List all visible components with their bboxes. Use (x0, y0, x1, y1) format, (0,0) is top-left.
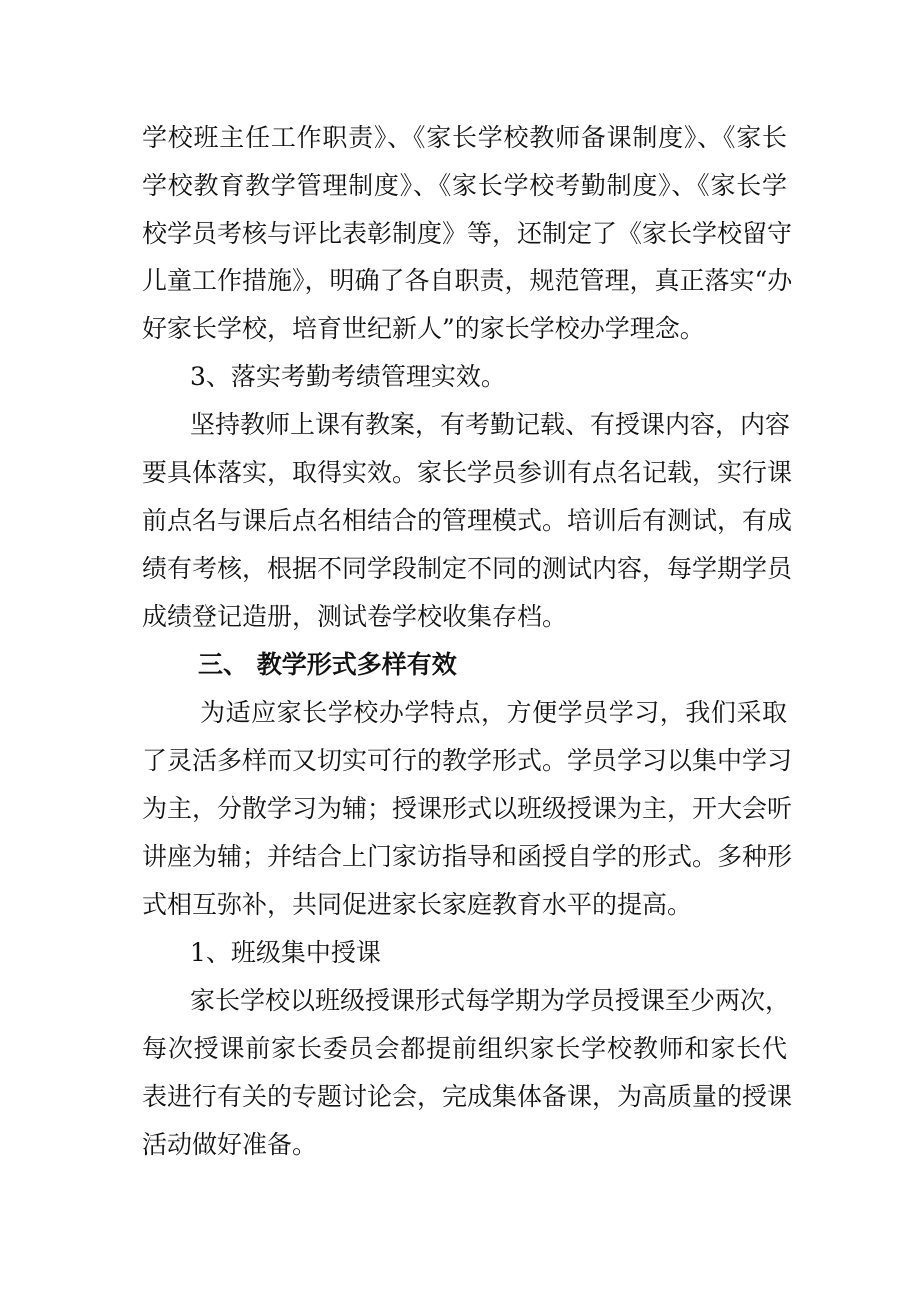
text-line: 为主，分散学习为辅；授课形式以班级授课为主，开大会听 (142, 794, 793, 823)
text-line: 活动做好准备。 (142, 1130, 318, 1159)
text-line: 前点名与课后点名相结合的管理模式。培训后有测试，有成 (142, 506, 793, 535)
text-line: 式相互弥补，共同促进家长家庭教育水平的提高。 (142, 890, 693, 919)
text-line: 每次授课前家长委员会都提前组织家长学校教师和家长代 (142, 1034, 787, 1063)
subheading: 3、落实考勤考绩管理实效。 (190, 362, 506, 391)
text-line: 校学员考核与评比表彰制度》等，还制定了《家长学校留守 (142, 219, 793, 248)
text-line: 表进行有关的专题讨论会，完成集体备课，为高质量的授课 (142, 1082, 793, 1111)
section-heading: 三、 教学形式多样有效 (198, 650, 457, 679)
text-line: 儿童工作措施》，明确了各自职责，规范管理，真正落实“办 (142, 266, 793, 295)
text-line: 成绩登记造册，测试卷学校收集存档。 (142, 602, 568, 631)
text-line: 为适应家长学校办学特点，方便学员学习，我们采取 (200, 698, 787, 727)
text-line: 家长学校以班级授课形式每学期为学员授课至少两次， (190, 986, 791, 1015)
text-line: 讲座为辅；并结合上门家访指导和函授自学的形式。多种形 (142, 842, 793, 871)
text-line: 好家长学校，培育世纪新人”的家长学校办学理念。 (142, 314, 705, 343)
text-line: 学校班主任工作职责》、《家长学校教师备课制度》、《家长 (142, 123, 787, 152)
text-line: 学校教育教学管理制度》、《家长学校考勤制度》、《家长学 (142, 171, 787, 200)
text-line: 要具体落实，取得实效。家长学员参训有点名记载，实行课 (142, 458, 793, 487)
text-line: 坚持教师上课有教案，有考勤记载、有授课内容，内容 (190, 410, 791, 439)
text-line: 绩有考核，根据不同学段制定不同的测试内容，每学期学员 (142, 554, 793, 583)
text-line: 了灵活多样而又切实可行的教学形式。学员学习以集中学习 (142, 746, 793, 775)
subheading: 1、班级集中授课 (190, 938, 381, 967)
